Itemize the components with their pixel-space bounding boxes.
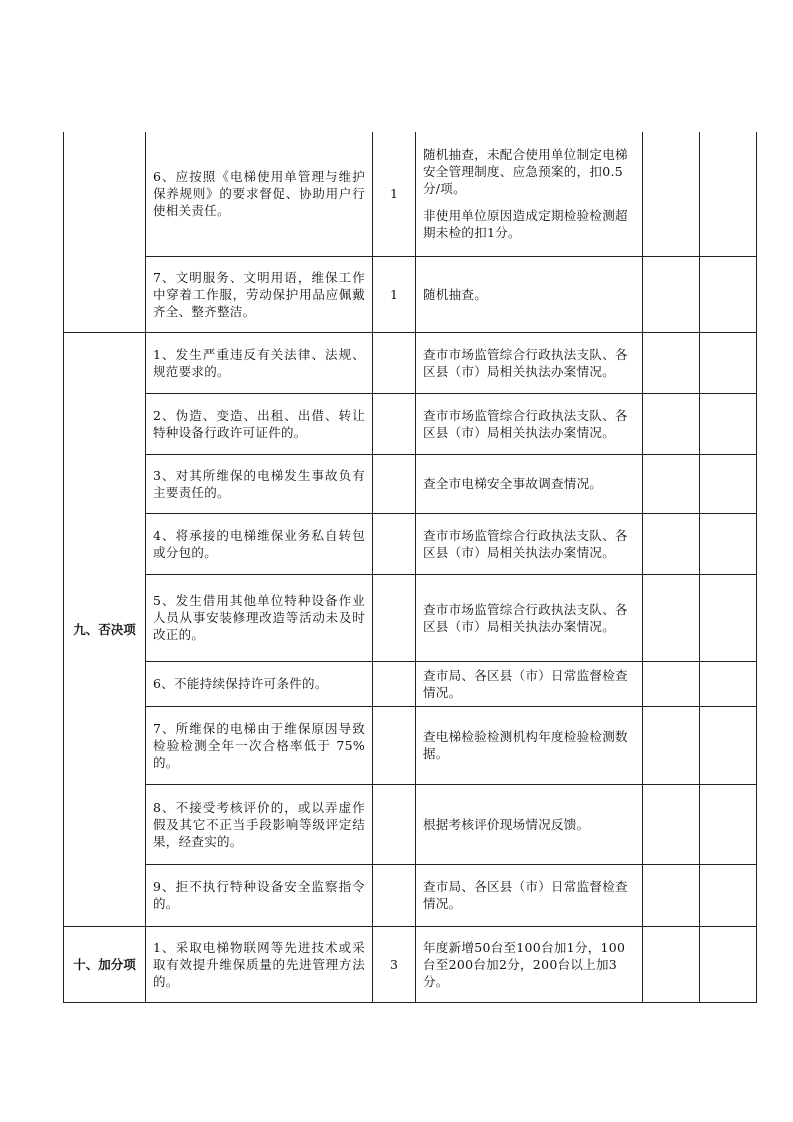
score-cell	[373, 574, 416, 661]
method-cell	[416, 256, 643, 332]
score-cell	[373, 706, 416, 784]
score-cell: 1	[373, 132, 416, 256]
method-cell: 查市市场监管综合行政执法支队、各区县（市）局相关执法办案情况。	[416, 513, 643, 574]
score-cell	[373, 784, 416, 864]
table-row	[64, 926, 757, 1002]
table-row	[64, 864, 757, 926]
blank-cell	[643, 256, 700, 332]
item-cell: 1、发生严重违反有关法律、法规、规范要求的。	[146, 332, 373, 393]
score-cell	[373, 393, 416, 454]
blank-cell	[643, 132, 700, 256]
blank-cell	[643, 784, 700, 864]
blank-cell	[643, 926, 700, 1002]
blank-cell	[643, 706, 700, 784]
score-cell	[373, 864, 416, 926]
category-cell-bonus: 十、加分项	[64, 926, 146, 1002]
blank-cell	[700, 132, 757, 256]
item-cell: 3、对其所维保的电梯发生事故负有主要责任的。	[146, 454, 373, 513]
blank-cell	[643, 513, 700, 574]
score-cell: 1	[373, 256, 416, 332]
item-cell: 7、文明服务、文明用语，维保工作中穿着工作服，劳动保护用品应佩戴齐全、整齐整洁。	[146, 256, 373, 332]
blank-cell	[643, 454, 700, 513]
method-cell: 查市市场监管综合行政执法支队、各区县（市）局相关执法办案情况。	[416, 574, 643, 661]
table-row	[64, 706, 757, 784]
blank-cell	[700, 864, 757, 926]
table-row	[64, 332, 757, 393]
blank-cell	[643, 864, 700, 926]
blank-cell	[700, 926, 757, 1002]
method-cell: 根据考核评价现场情况反馈。	[416, 784, 643, 864]
method-cell: 查市市场监管综合行政执法支队、各区县（市）局相关执法办案情况。	[416, 332, 643, 393]
category-cell-veto: 九、否决项	[64, 332, 146, 926]
table-row	[64, 256, 757, 332]
score-cell: 3	[373, 926, 416, 1002]
item-cell: 9、拒不执行特种设备安全监察指令的。	[146, 864, 373, 926]
method-text: 随机抽查。	[423, 286, 488, 302]
item-cell: 7、所维保的电梯由于维保原因导致检验检测全年一次合格率低于 75%的。	[146, 706, 373, 784]
method-cell: 查全市电梯安全事故调查情况。	[416, 454, 643, 513]
category-cell-continued	[64, 132, 146, 332]
blank-cell	[700, 513, 757, 574]
evaluation-table	[63, 132, 757, 1003]
item-cell: 1、采取电梯物联网等先进技术或采取有效提升维保质量的先进管理方法的。	[146, 926, 373, 1002]
blank-cell	[700, 706, 757, 784]
blank-cell	[643, 393, 700, 454]
blank-cell	[643, 661, 700, 706]
table-row	[64, 454, 757, 513]
blank-cell	[700, 661, 757, 706]
blank-cell	[643, 332, 700, 393]
blank-cell	[643, 574, 700, 661]
table-row	[64, 784, 757, 864]
score-cell	[373, 454, 416, 513]
blank-cell	[700, 454, 757, 513]
blank-cell	[700, 256, 757, 332]
table-row	[64, 132, 757, 256]
blank-cell	[700, 784, 757, 864]
table-row	[64, 574, 757, 661]
item-cell: 6、不能持续保持许可条件的。	[146, 661, 373, 706]
method-cell: 年度新增50台至100台加1分，100台至200台加2分，200台以上加3分。	[416, 926, 643, 1002]
blank-cell	[700, 332, 757, 393]
method-text: 随机抽查，未配合使用单位制定电梯安全管理制度、应急预案的，扣0.5分/项。	[423, 147, 628, 197]
method-cell: 查市局、各区县（市）日常监督检查情况。	[416, 864, 643, 926]
method-cell: 查市市场监管综合行政执法支队、各区县（市）局相关执法办案情况。	[416, 393, 643, 454]
score-cell	[373, 332, 416, 393]
item-cell: 4、将承接的电梯维保业务私自转包或分包的。	[146, 513, 373, 574]
item-cell: 8、不接受考核评价的，或以弄虚作假及其它不正当手段影响等级评定结果，经查实的。	[146, 784, 373, 864]
blank-cell	[700, 393, 757, 454]
table-row	[64, 513, 757, 574]
item-cell: 5、发生借用其他单位特种设备作业人员从事安装修理改造等活动未及时改正的。	[146, 574, 373, 661]
item-cell: 6、应按照《电梯使用单管理与维护保养规则》的要求督促、协助用户行使相关责任。	[146, 132, 373, 256]
score-cell	[373, 661, 416, 706]
table-row	[64, 393, 757, 454]
score-cell	[373, 513, 416, 574]
table-row	[64, 661, 757, 706]
method-cell	[416, 132, 643, 256]
item-cell: 2、伪造、变造、出租、出借、转让特种设备行政许可证件的。	[146, 393, 373, 454]
blank-cell	[700, 574, 757, 661]
method-text: 非使用单位原因造成定期检验检测超期未检的扣1分。	[423, 208, 628, 241]
method-cell: 查电梯检验检测机构年度检验检测数据。	[416, 706, 643, 784]
method-cell: 查市局、各区县（市）日常监督检查情况。	[416, 661, 643, 706]
